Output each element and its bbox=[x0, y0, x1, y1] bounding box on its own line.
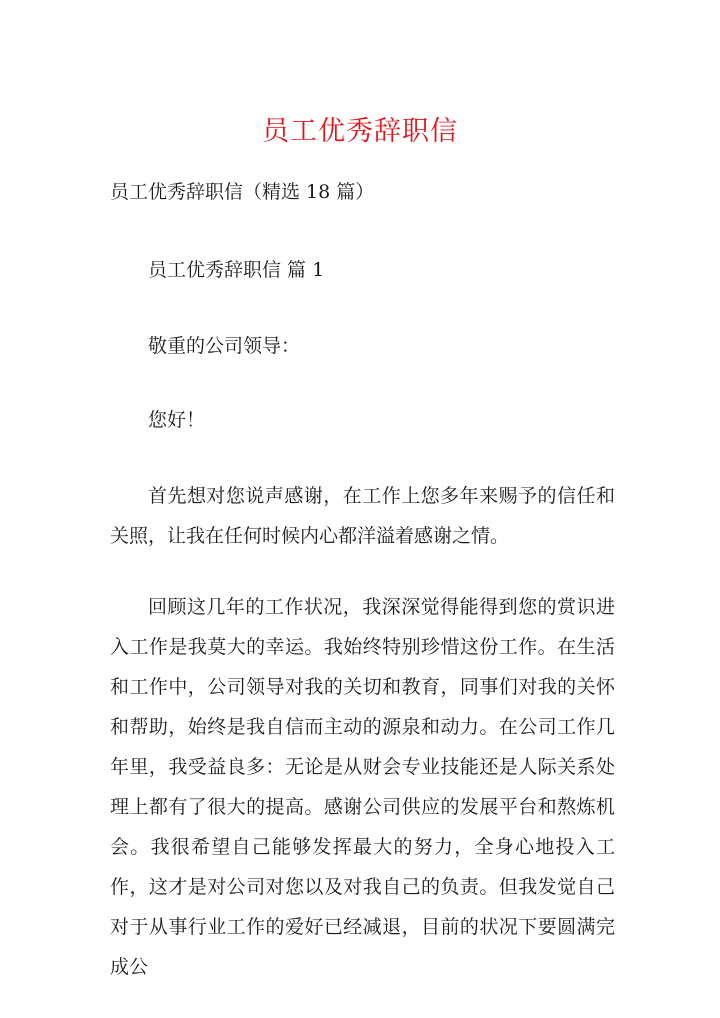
salutation: 敬重的公司领导： bbox=[148, 335, 301, 357]
document-title: 员工优秀辞职信 bbox=[262, 116, 458, 147]
document-subtitle: 员工优秀辞职信（精选 18 篇） bbox=[110, 181, 375, 203]
greeting: 您好！ bbox=[148, 409, 206, 431]
paragraph-thanks: 首先想对您说声感谢，在工作上您多年来赐予的信任和关照，让我在任何时候内心都洋溢着感谢之情。 bbox=[110, 485, 615, 547]
paragraph-review: 回顾这几年的工作状况，我深深觉得能得到您的赏识进入工作是我莫大的幸运。我始终特别珍惜这份工作。在生活和工作中，公司领导对我的关切和教育，同事们对我的关怀和帮助，始终是我自信而主动的源泉和动力。在公司工作几年里，我受益良多：无论是从财会专业技能还是人际关系处理上都有了很大的提高。感谢公司供应的发展平台和熬炼机会。我很希望自己能够发挥最大的努力，全身心地投入工作，这才是对公司对您以及对我自己的负责。但我发觉自己对于从事行业工作的爱好已经减退，目前的状况下要圆满完成公 bbox=[110, 596, 615, 978]
section-heading: 员工优秀辞职信 篇 1 bbox=[148, 259, 325, 281]
